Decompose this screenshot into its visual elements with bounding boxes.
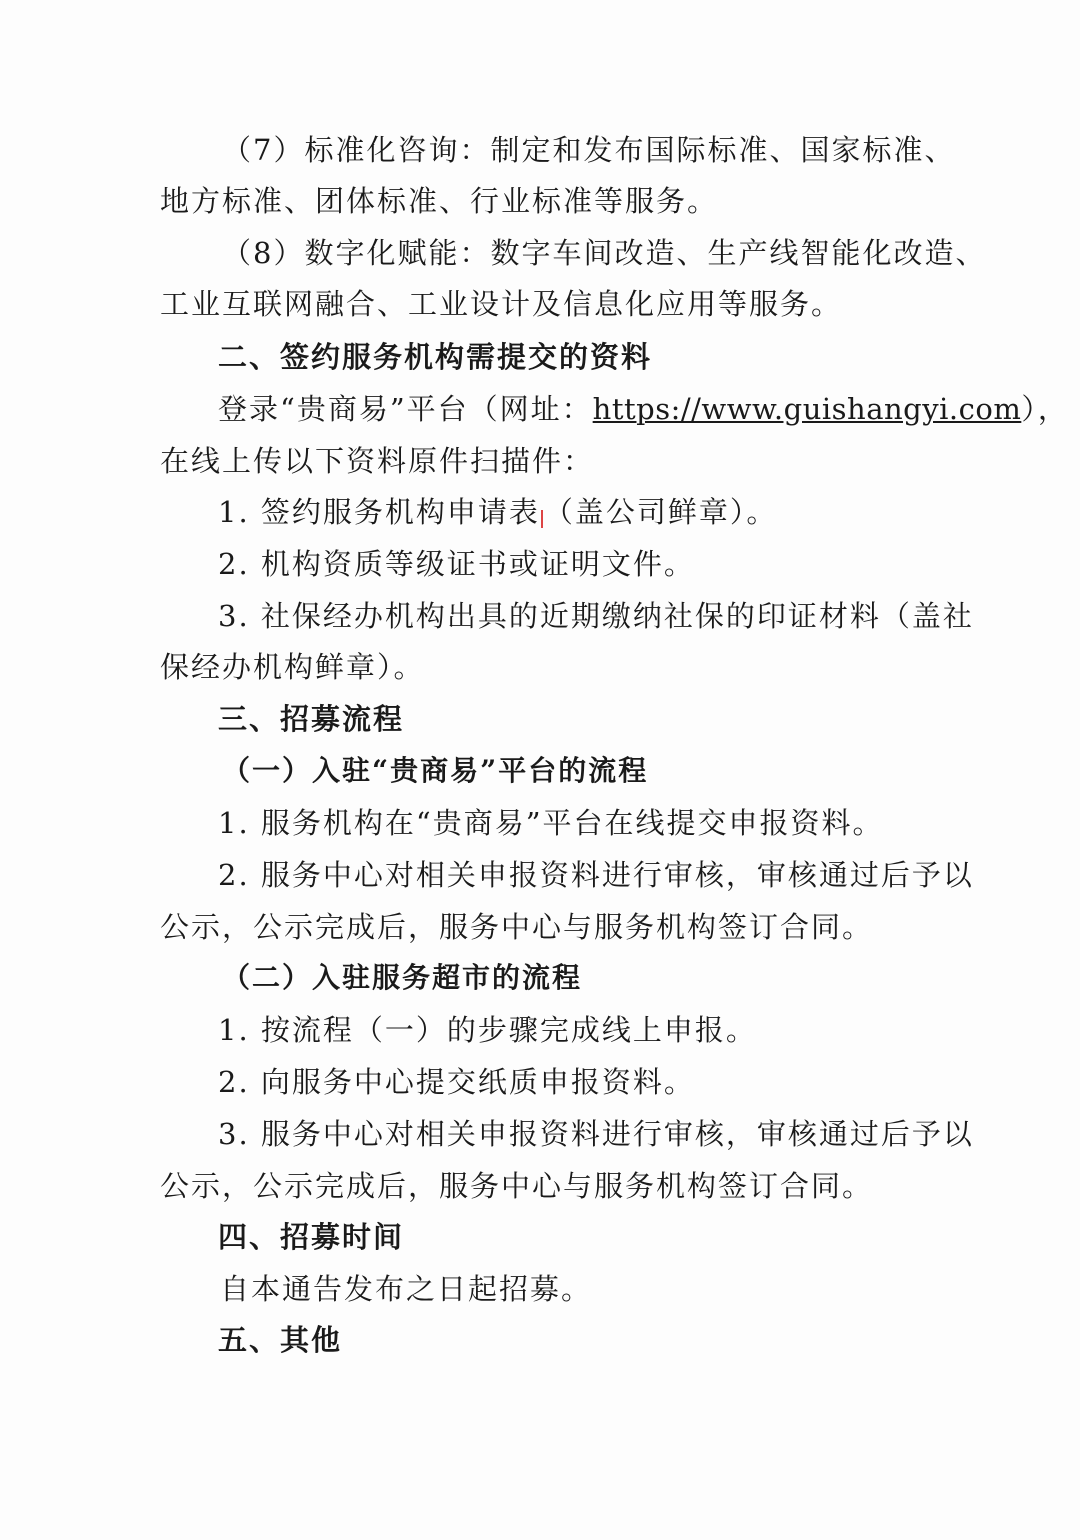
- section-heading: 四、招募时间: [218, 1220, 405, 1254]
- list-item-text: 1. 签约服务机构申请表: [218, 495, 540, 529]
- website-link[interactable]: https://www.guishangyi.com: [592, 392, 1022, 426]
- paragraph-line: （7）标准化咨询：制定和发布国际标准、国家标准、: [222, 133, 956, 167]
- paragraph-line: 工业互联网融合、工业设计及信息化应用等服务。: [160, 287, 843, 321]
- list-item: [218, 492, 777, 532]
- paragraph-line: 自本通告发布之日起招募。: [220, 1272, 593, 1306]
- section-heading: 二、签约服务机构需提交的资料: [218, 340, 653, 374]
- paragraph-line: 公示，公示完成后，服务中心与服务机构签订合同。: [160, 910, 874, 944]
- list-item-text: （盖公司鲜章）。: [543, 495, 778, 529]
- section-heading: 五、其他: [218, 1323, 343, 1357]
- paragraph-line: 保经办机构鲜章）。: [160, 650, 425, 684]
- list-item: 2. 服务中心对相关申报资料进行审核，审核通过后予以: [218, 858, 974, 892]
- subsection-heading: （二）入驻服务超市的流程: [222, 961, 583, 994]
- list-item: 1. 按流程（一）的步骤完成线上申报。: [218, 1013, 757, 1047]
- paragraph-line: （8）数字化赋能：数字车间改造、生产线智能化改造、: [222, 236, 987, 270]
- paragraph-line: [218, 389, 1069, 429]
- list-item: 2. 机构资质等级证书或证明文件。: [218, 547, 695, 581]
- login-text: 登录“贵商易”平台（网址：: [218, 392, 593, 426]
- paragraph-line: 公示，公示完成后，服务中心与服务机构签订合同。: [160, 1169, 874, 1203]
- subsection-heading: （一）入驻“贵商易”平台的流程: [222, 754, 649, 787]
- login-text-end: ），: [1021, 392, 1069, 426]
- section-heading: 三、招募流程: [218, 702, 405, 736]
- list-item: 3. 服务中心对相关申报资料进行审核，审核通过后予以: [218, 1117, 974, 1151]
- paragraph-line: 地方标准、团体标准、行业标准等服务。: [160, 184, 719, 218]
- list-item: 3. 社保经办机构出具的近期缴纳社保的印证材料（盖社: [218, 599, 974, 633]
- list-item: 1. 服务机构在“贵商易”平台在线提交申报资料。: [218, 806, 884, 840]
- paragraph-line: 在线上传以下资料原件扫描件：: [160, 444, 595, 478]
- red-mark-icon: [541, 510, 543, 528]
- list-item: 2. 向服务中心提交纸质申报资料。: [218, 1065, 695, 1099]
